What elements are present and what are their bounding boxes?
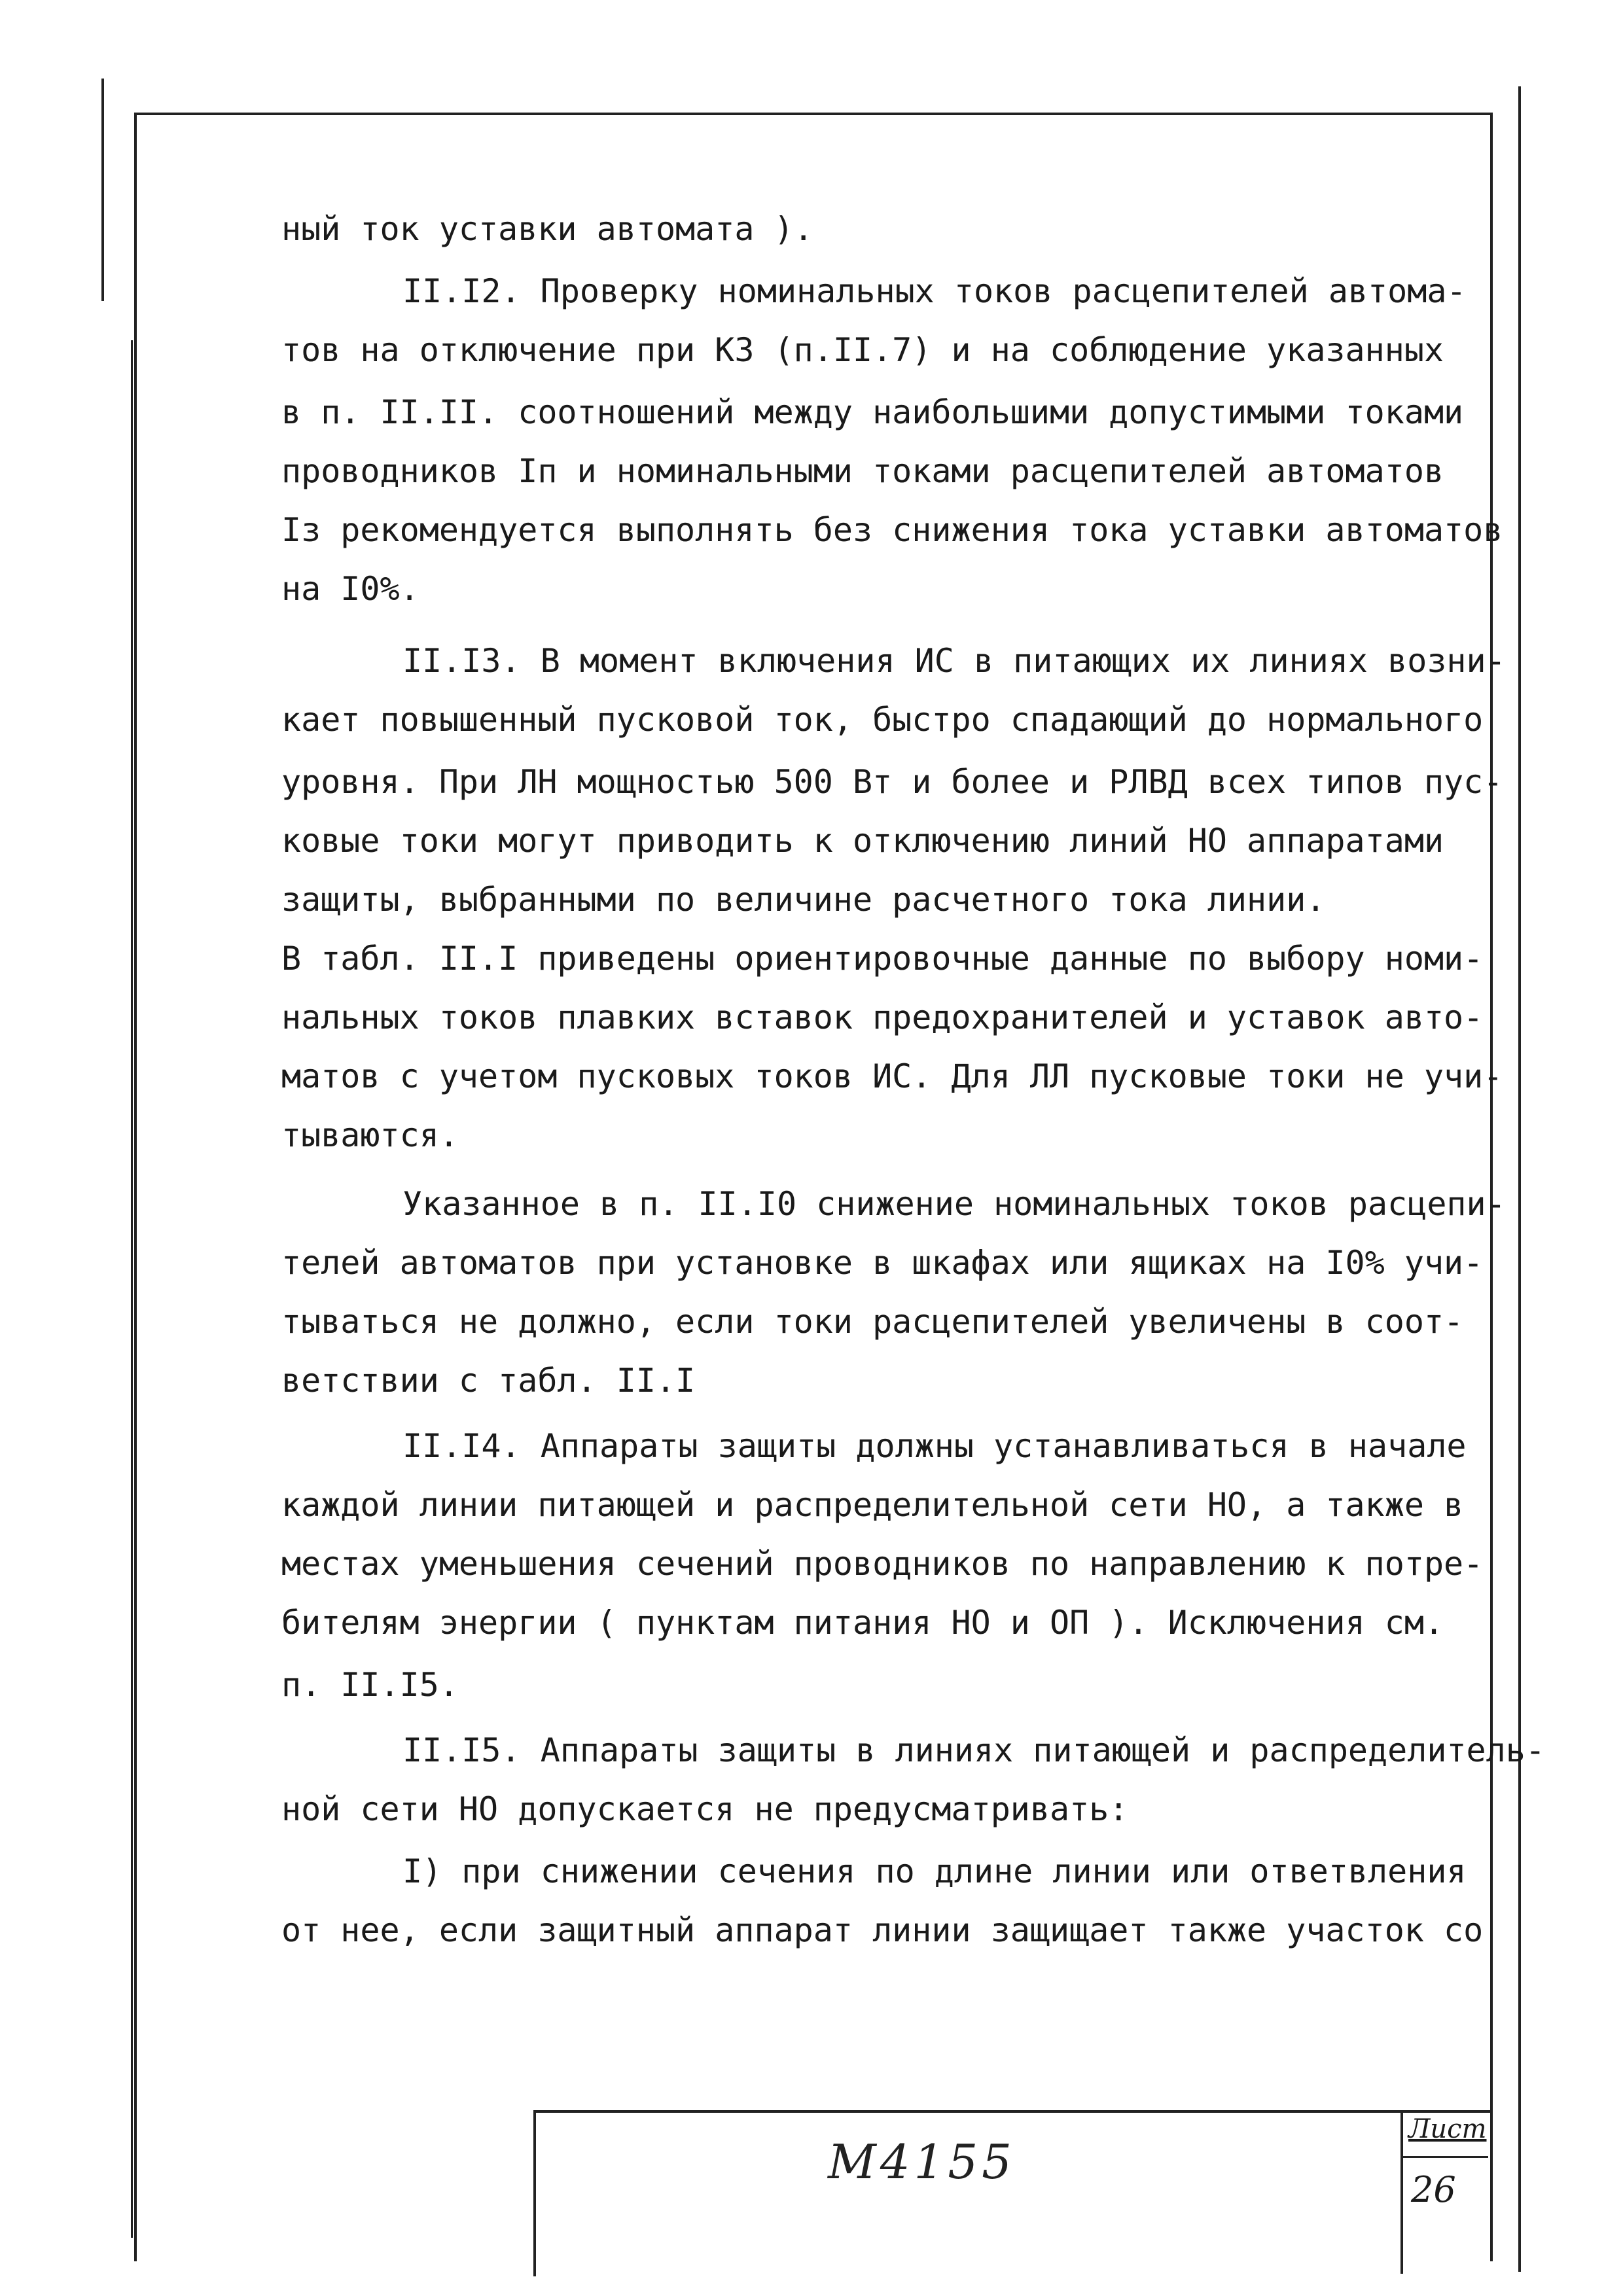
text-line: Iз рекомендуется выполнять без снижения тока уставки автоматов bbox=[281, 511, 1503, 549]
page-frame-right-edge bbox=[1518, 86, 1521, 2272]
text-line: на I0%. bbox=[281, 570, 419, 608]
text-line: кает повышенный пусковой ток, быстро спадающий до нормального bbox=[281, 701, 1484, 739]
text-line: тов на отключение при КЗ (п.II.7) и на соблюдение указанных bbox=[281, 331, 1444, 369]
text-line: уровня. При ЛН мощностью 500 Вт и более и РЛВД всех типов пус- bbox=[281, 763, 1503, 801]
text-line: бителям энергии ( пунктам питания НО и ОП ). Исключения см. bbox=[281, 1604, 1444, 1642]
text-line: каждой линии питающей и распределительной сети НО, а также в bbox=[281, 1486, 1464, 1524]
left-margin-line-lower bbox=[131, 340, 133, 2238]
sheet-divider bbox=[1403, 2156, 1488, 2158]
text-line: ветствии с табл. II.I bbox=[281, 1362, 696, 1400]
document-code: М4155 bbox=[828, 2134, 1016, 2189]
text-line: II.I5. Аппараты защиты в линиях питающей и распределитель- bbox=[402, 1731, 1545, 1769]
text-line: II.I4. Аппараты защиты должны устанавливаться в начале bbox=[402, 1427, 1467, 1465]
text-line: В табл. II.I приведены ориентировочные данные по выбору номи- bbox=[281, 940, 1484, 978]
text-line: от нее, если защитный аппарат линии защищает также участок со bbox=[281, 1911, 1484, 1949]
text-line: тываться не должно, если токи расцепителей увеличены в соот- bbox=[281, 1303, 1464, 1341]
text-line: защиты, выбранными по величине расчетного тока линии. bbox=[281, 881, 1326, 919]
text-line: п. II.I5. bbox=[281, 1666, 459, 1704]
text-line: Указанное в п. II.I0 снижение номинальных токов расцепи- bbox=[402, 1185, 1506, 1223]
text-line: ковые токи могут приводить к отключению линий НО аппаратами bbox=[281, 822, 1444, 860]
sheet-label: Лист bbox=[1408, 2114, 1487, 2144]
text-line: ный ток уставки автомата ). bbox=[281, 210, 813, 248]
text-line: II.I2. Проверку номинальных токов расцепителей автома- bbox=[402, 272, 1467, 310]
text-line: II.I3. В момент включения ИС в питающих их линиях возни- bbox=[402, 642, 1506, 680]
left-margin-line bbox=[101, 79, 104, 301]
text-line: проводников Iп и номинальными токами расцепителей автоматов bbox=[281, 452, 1444, 490]
sheet-number: 26 bbox=[1411, 2169, 1456, 2210]
text-line: I) при снижении сечения по длине линии или ответвления bbox=[402, 1852, 1467, 1890]
text-line: местах уменьшения сечений проводников по направлению к потре- bbox=[281, 1545, 1484, 1583]
text-line: телей автоматов при установке в шкафах или ящиках на I0% учи- bbox=[281, 1244, 1484, 1282]
text-line: в п. II.II. соотношений между наибольшими допустимыми токами bbox=[281, 393, 1464, 431]
text-line: матов с учетом пусковых токов ИС. Для ЛЛ пусковые токи не учи- bbox=[281, 1057, 1503, 1095]
text-line: ной сети НО допускается не предусматривать: bbox=[281, 1790, 1129, 1828]
sheet-cell bbox=[1400, 2110, 1488, 2274]
text-line: тываются. bbox=[281, 1116, 459, 1154]
text-line: нальных токов плавких вставок предохранителей и уставок авто- bbox=[281, 998, 1484, 1036]
